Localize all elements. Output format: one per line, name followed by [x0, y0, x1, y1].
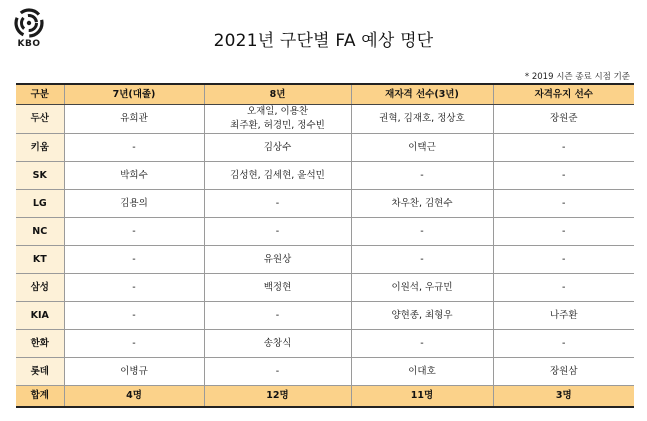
header-column: 7년(대졸): [64, 84, 204, 105]
table-cell: [64, 358, 204, 386]
team-name: KT: [16, 246, 64, 274]
total-value: 12명: [204, 386, 351, 408]
table-cell: [493, 105, 634, 134]
player-names: 나주환: [549, 309, 578, 321]
table-row: [16, 246, 634, 274]
player-names: 장원준: [549, 113, 578, 124]
player-names: -: [275, 197, 280, 209]
table-cell: [493, 358, 634, 386]
table-row: [16, 190, 634, 218]
table-cell: [64, 218, 204, 246]
table-body: [16, 105, 634, 386]
table-cell: [493, 190, 634, 218]
table-cell: [493, 246, 634, 274]
player-names: 양현종, 최형우: [391, 309, 453, 321]
player-names: -: [562, 281, 566, 293]
total-value: 11명: [351, 386, 493, 408]
table-cell: [351, 274, 493, 302]
table-cell: [64, 246, 204, 274]
page-title: 2021년 구단별 FA 예상 명단: [213, 31, 434, 51]
table-cell: [64, 134, 204, 162]
player-names: -: [132, 141, 136, 153]
player-names: 최주환, 허경민, 정수빈: [230, 120, 325, 131]
table-cell: [351, 162, 493, 190]
team-name: 롯데: [16, 358, 64, 386]
table-cell: [64, 190, 204, 218]
player-names: 권혁, 김재호, 정상호: [379, 113, 465, 124]
logo-text: KBO: [17, 39, 41, 49]
total-value: 3명: [493, 386, 634, 408]
player-names: 박희수: [120, 169, 148, 181]
player-names: -: [562, 337, 566, 349]
table-cell: [351, 358, 493, 386]
table-cell: [204, 105, 351, 134]
player-names: 오재일, 이용찬: [246, 106, 309, 117]
player-names: 송창식: [263, 337, 292, 349]
footnote: * 2019 시즌 종료 시점 기준: [524, 72, 630, 82]
header-column: 자격유지 선수: [493, 84, 634, 105]
player-names: -: [275, 365, 280, 377]
player-names: -: [132, 281, 136, 293]
table-header-row: [16, 84, 634, 105]
table-cell: [493, 302, 634, 330]
table-cell: [493, 218, 634, 246]
table-cell: [204, 302, 351, 330]
player-names: 김상수: [263, 141, 292, 153]
table-cell: [351, 190, 493, 218]
player-names: 김성현, 김세현, 윤석민: [230, 169, 325, 181]
player-names: -: [420, 225, 424, 237]
header-column: 8년: [204, 84, 351, 105]
table-row: [16, 134, 634, 162]
table-cell: [351, 246, 493, 274]
table-cell: [204, 218, 351, 246]
player-names: -: [420, 253, 424, 265]
player-names: -: [562, 169, 566, 181]
team-name: 두산: [16, 105, 64, 134]
table-cell: [204, 190, 351, 218]
team-name: NC: [16, 218, 64, 246]
table-cell: [64, 105, 204, 134]
player-names: -: [562, 253, 566, 265]
table-cell: [204, 358, 351, 386]
player-names: -: [420, 169, 424, 181]
player-names: -: [275, 225, 280, 237]
table-cell: [204, 134, 351, 162]
player-names: -: [420, 337, 424, 349]
header-category: 구분: [16, 84, 64, 105]
player-names: 백정현: [263, 281, 292, 293]
table-row: [16, 218, 634, 246]
table-cell: [64, 274, 204, 302]
player-names: -: [562, 197, 566, 209]
player-names: 유원상: [263, 253, 292, 265]
table-cell: [351, 302, 493, 330]
player-names: 이원석, 우규민: [391, 281, 453, 293]
player-names: 김용의: [120, 197, 148, 209]
table-cell: [204, 274, 351, 302]
header-column: 재자격 선수(3년): [351, 84, 493, 105]
table-cell: [204, 330, 351, 358]
player-names: 이병규: [120, 365, 148, 377]
fa-table: [16, 83, 634, 408]
table-row: [16, 105, 634, 134]
table-row: [16, 358, 634, 386]
table-cell: [493, 330, 634, 358]
table-cell: [351, 218, 493, 246]
player-names: -: [132, 309, 136, 321]
table-cell: [64, 302, 204, 330]
table-cell: [493, 274, 634, 302]
total-row: [16, 386, 634, 408]
table-cell: [493, 162, 634, 190]
team-name: 키움: [16, 134, 64, 162]
table-cell: [351, 105, 493, 134]
player-names: -: [132, 225, 136, 237]
table-cell: [64, 330, 204, 358]
team-name: 한화: [16, 330, 64, 358]
table-cell: [351, 330, 493, 358]
player-names: 유희관: [120, 113, 148, 124]
team-name: SK: [16, 162, 64, 190]
total-value: 4명: [64, 386, 204, 408]
player-names: -: [562, 225, 566, 237]
player-names: -: [275, 309, 280, 321]
table-row: [16, 162, 634, 190]
team-name: KIA: [16, 302, 64, 330]
total-label: 합계: [16, 386, 64, 408]
player-names: 이택근: [408, 141, 436, 153]
table-cell: [64, 162, 204, 190]
player-names: 이대호: [408, 365, 436, 377]
table-cell: [204, 162, 351, 190]
table-row: [16, 330, 634, 358]
team-name: LG: [16, 190, 64, 218]
table-cell: [204, 246, 351, 274]
player-names: 장원삼: [549, 365, 578, 377]
table-cell: [351, 134, 493, 162]
player-names: -: [132, 337, 136, 349]
team-name: 삼성: [16, 274, 64, 302]
table-cell: [493, 134, 634, 162]
table-row: [16, 274, 634, 302]
table-row: [16, 302, 634, 330]
player-names: 차우찬, 김현수: [391, 197, 453, 209]
player-names: -: [562, 141, 566, 153]
player-names: -: [132, 253, 136, 265]
